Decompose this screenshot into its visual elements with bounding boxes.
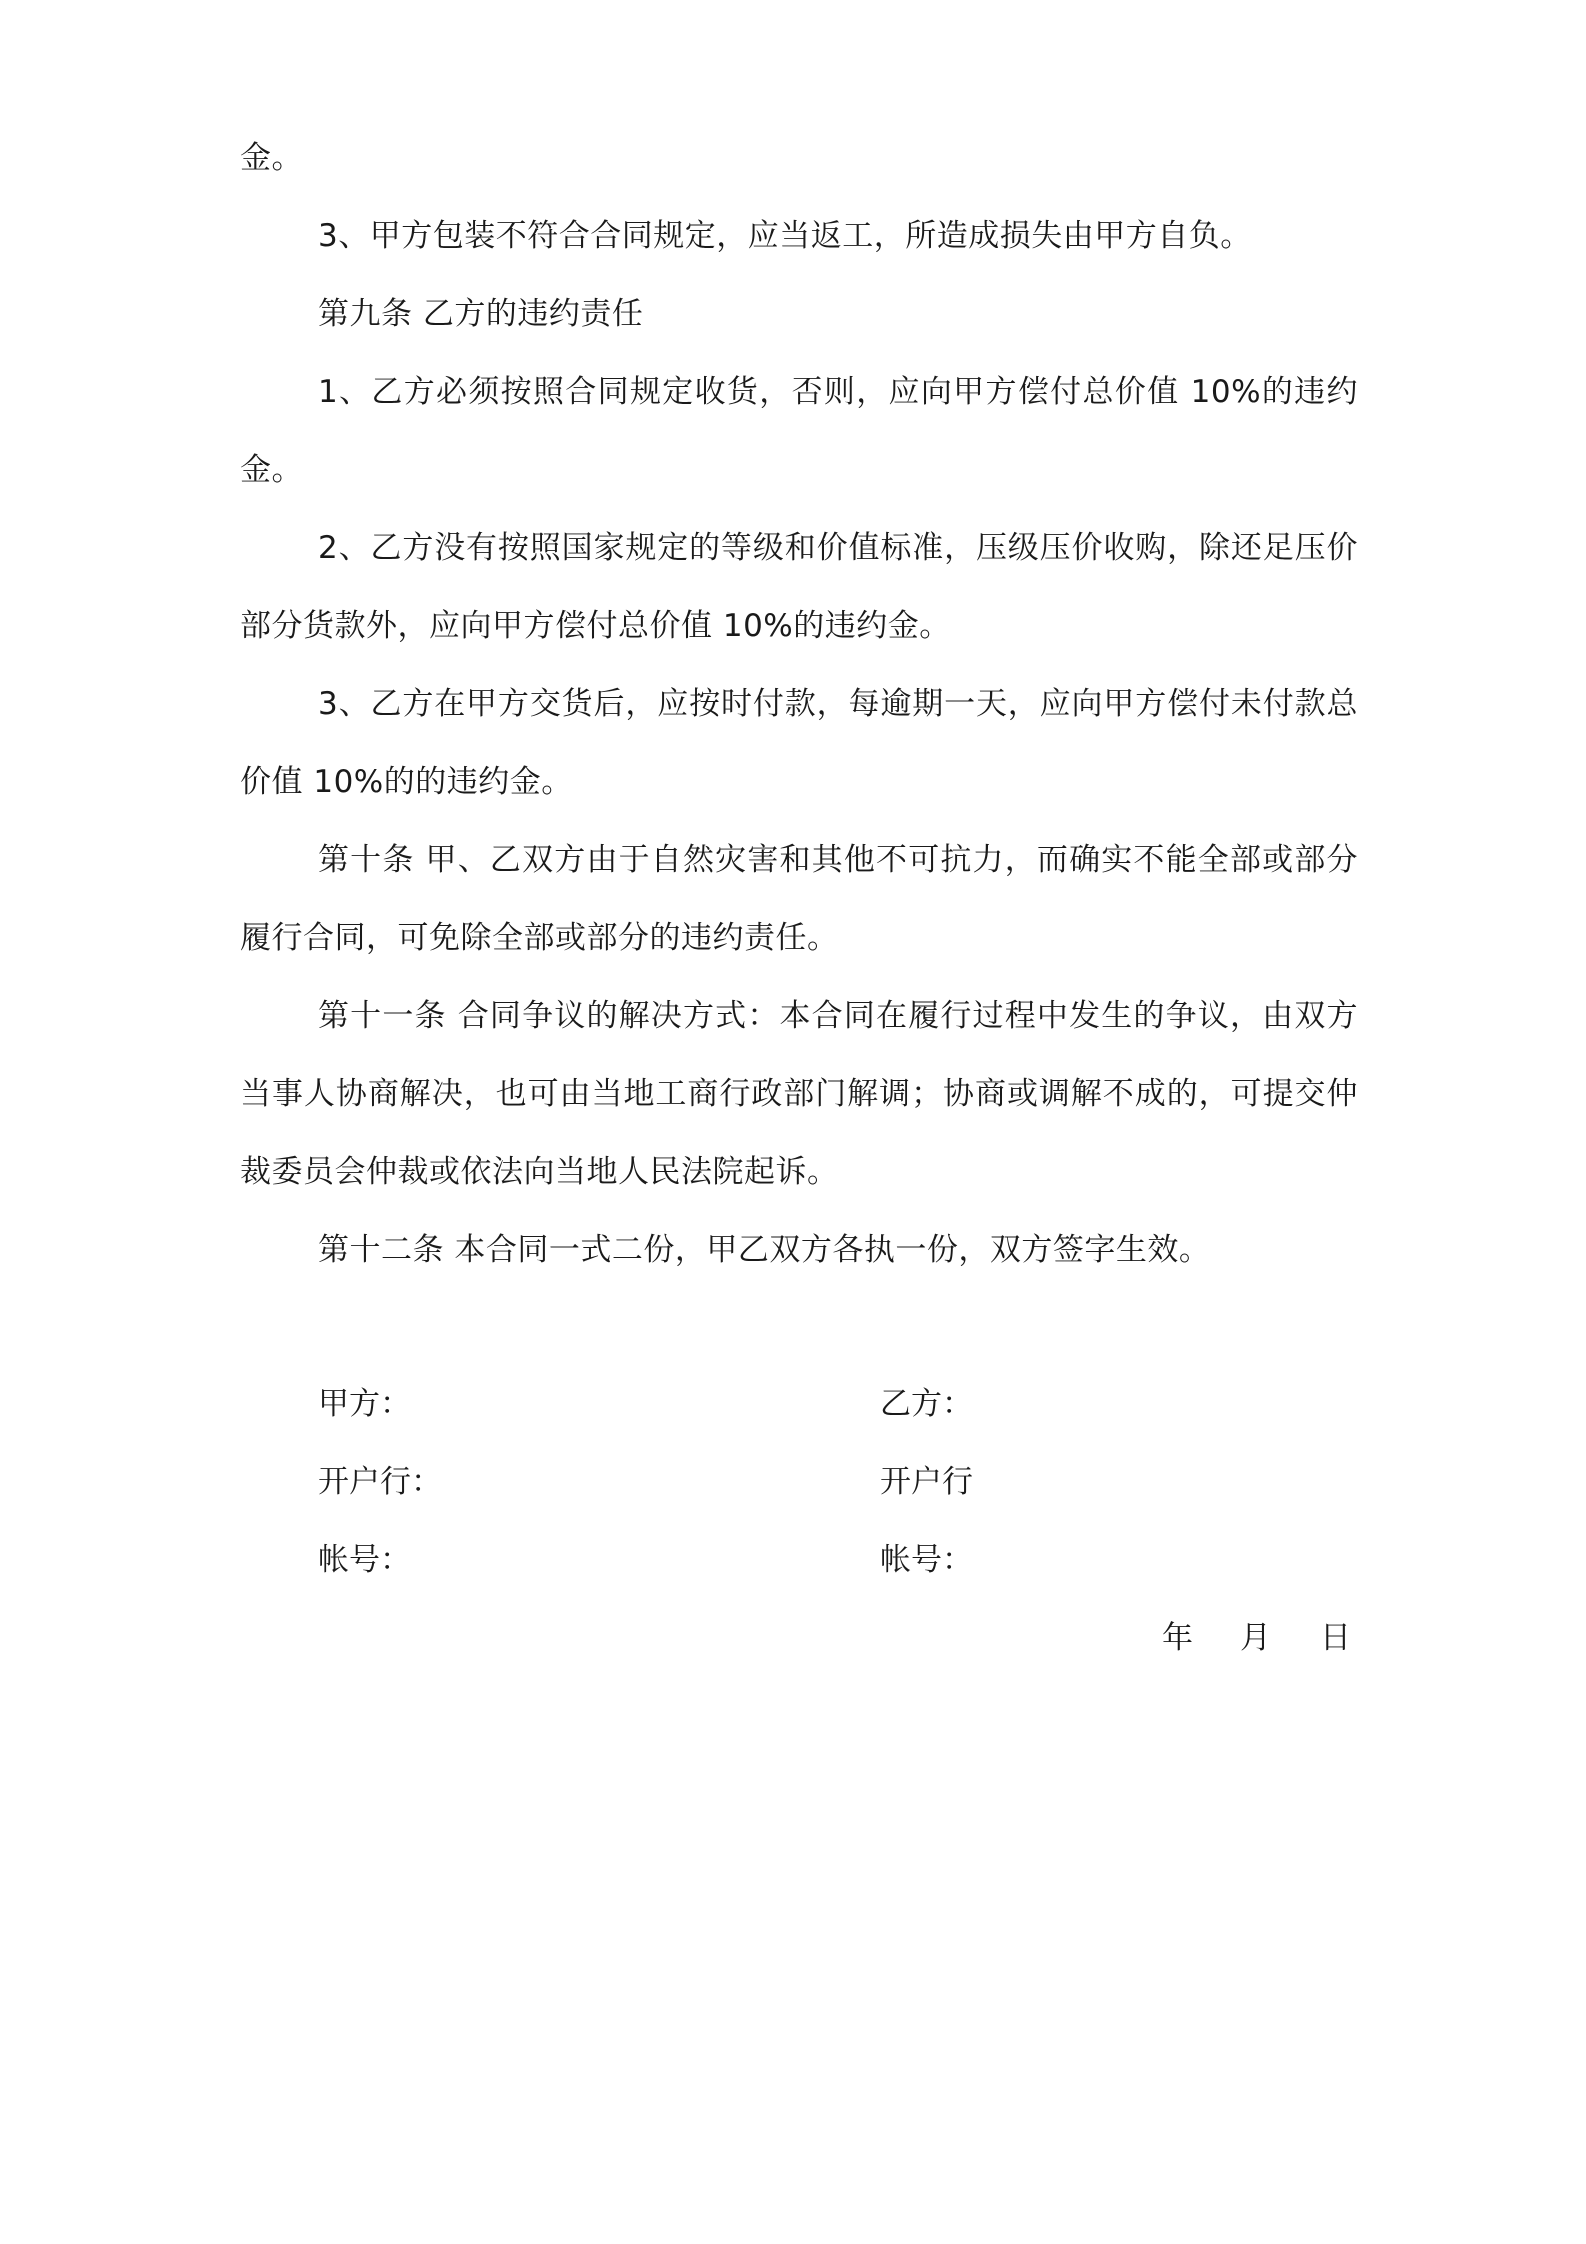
- article-heading: 第十一条 合同争议的解决方式：本合同在履行过程中发生的争议，由双方: [318, 998, 1358, 1034]
- text-line: 3、甲方包装不符合合同规定，应当返工，所造成损失由甲方自负。: [318, 218, 1252, 254]
- party-b-bank-label: 开户行: [880, 1464, 973, 1500]
- text-line: 部分货款外，应向甲方偿付总价值 10%的违约金。: [240, 608, 951, 644]
- article-heading: 第十二条 本合同一式二份，甲乙双方各执一份，双方签字生效。: [318, 1232, 1211, 1268]
- date-day-label: 日: [1320, 1620, 1351, 1656]
- date-year-label: 年: [1162, 1620, 1193, 1656]
- date-month-label: 月: [1240, 1620, 1271, 1656]
- text-line: 2、乙方没有按照国家规定的等级和价值标准，压级压价收购，除还足压价: [318, 530, 1358, 566]
- text-line: 履行合同，可免除全部或部分的违约责任。: [240, 920, 839, 956]
- text-line: 金。: [240, 140, 303, 176]
- text-line: 裁委员会仲裁或依法向当地人民法院起诉。: [240, 1154, 839, 1190]
- party-b-account-label: 帐号：: [880, 1542, 973, 1578]
- party-a-bank-label: 开户行：: [318, 1464, 442, 1500]
- article-heading: 第九条 乙方的违约责任: [318, 296, 644, 332]
- text-line: 当事人协商解决，也可由当地工商行政部门解调；协商或调解不成的，可提交仲: [240, 1076, 1358, 1112]
- text-line: 价值 10%的的违约金。: [240, 764, 573, 800]
- article-heading: 第十条 甲、乙双方由于自然灾害和其他不可抗力，而确实不能全部或部分: [318, 842, 1358, 878]
- text-line: 金。: [240, 452, 303, 488]
- text-line: 1、乙方必须按照合同规定收货，否则，应向甲方偿付总价值 10%的违约: [318, 374, 1358, 410]
- party-a-label: 甲方：: [318, 1386, 411, 1422]
- party-a-account-label: 帐号：: [318, 1542, 411, 1578]
- text-line: 3、乙方在甲方交货后，应按时付款，每逾期一天，应向甲方偿付未付款总: [318, 686, 1358, 722]
- party-b-label: 乙方：: [880, 1386, 973, 1422]
